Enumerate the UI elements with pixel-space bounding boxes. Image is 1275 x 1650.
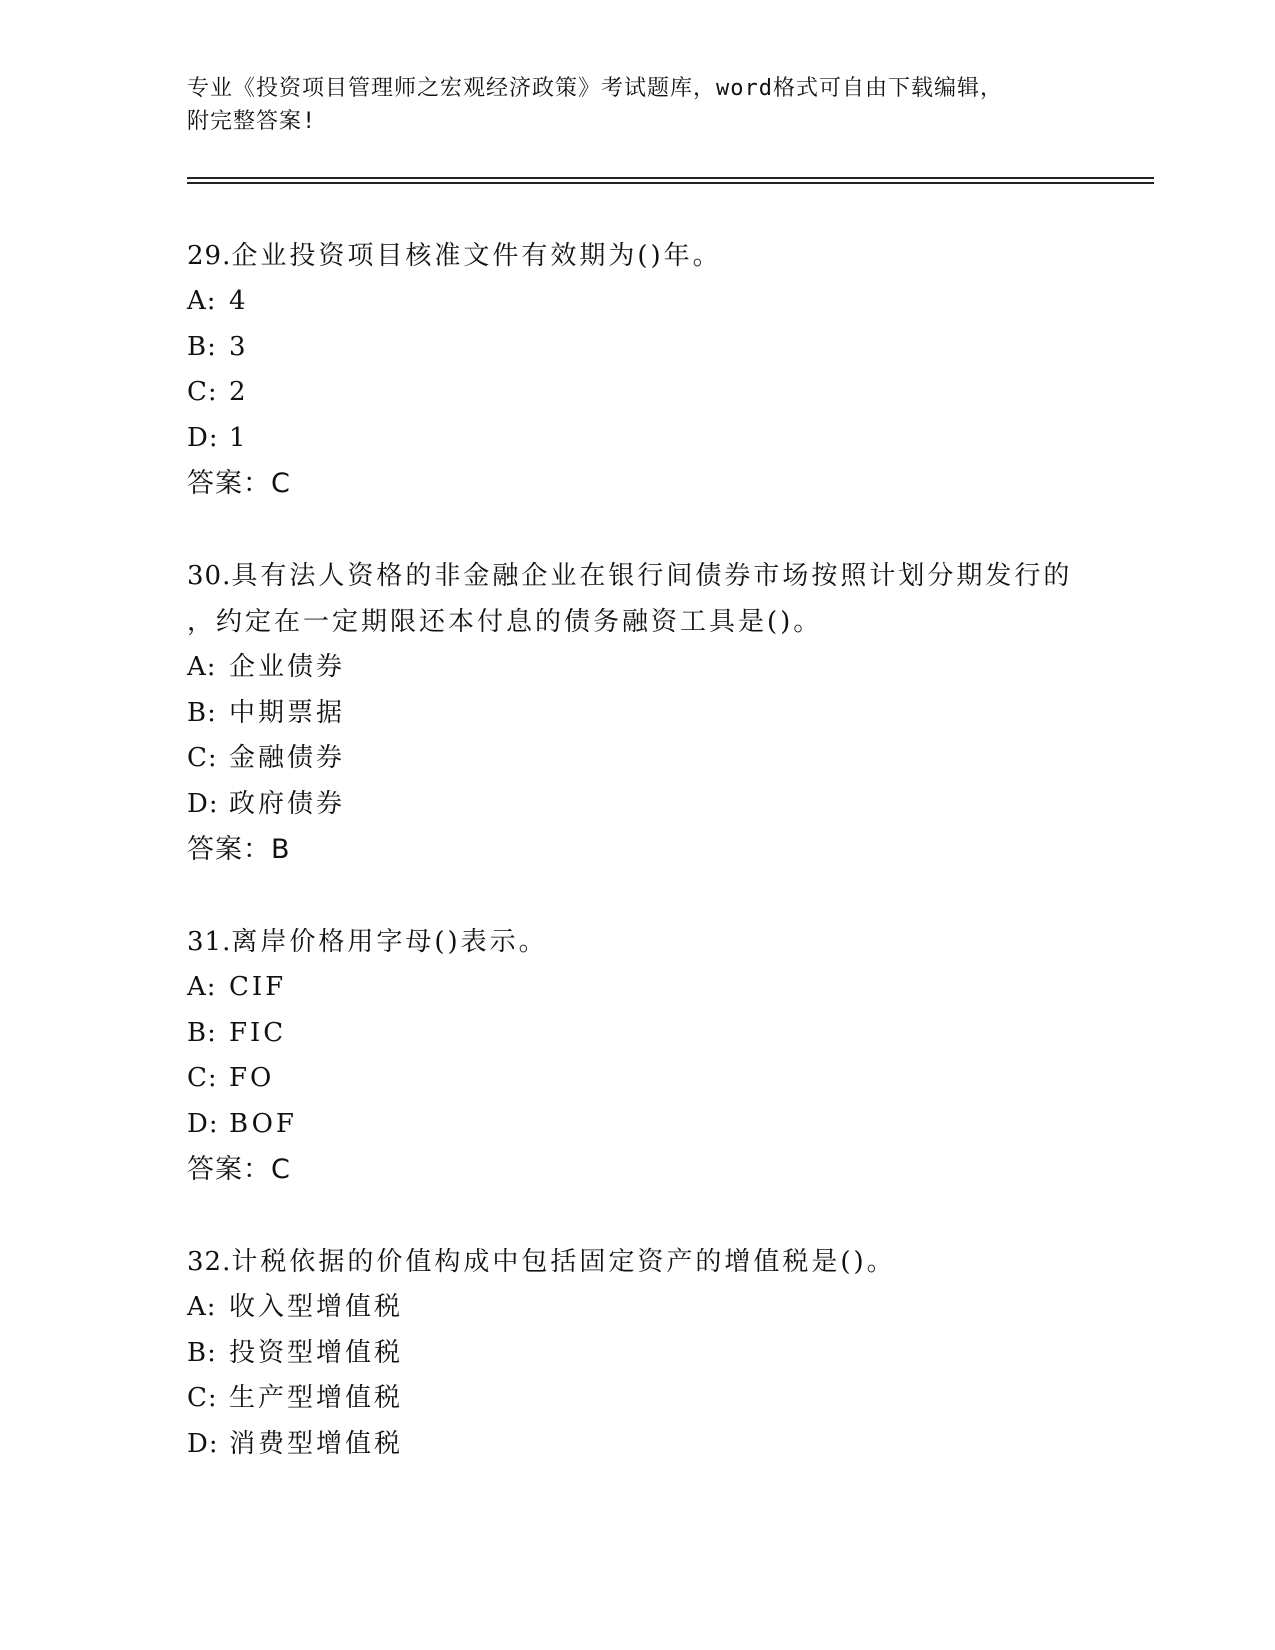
option-key: D: [187, 422, 219, 453]
option-text: 投资型增值税 [229, 1337, 404, 1368]
question-number: 30. [187, 561, 232, 591]
option-a [187, 1285, 1137, 1331]
option-text: 生产型增值税 [229, 1383, 404, 1413]
option-key: A: [187, 652, 217, 682]
option-d [187, 416, 1137, 462]
question-text [187, 553, 1137, 599]
question-text-continued: ，约定在一定期限还本付息的债务融资工具是()。 [187, 607, 823, 637]
option-text: FO [229, 1063, 275, 1093]
option-c [187, 1056, 1137, 1102]
option-key: C: [187, 377, 218, 407]
option-text: FIC [229, 1017, 287, 1048]
option-key: A: [187, 1292, 217, 1322]
option-text: CIF [229, 972, 287, 1002]
header-divider-top [187, 177, 1154, 179]
option-key: C: [187, 743, 218, 773]
question-number: 29. [187, 241, 232, 271]
option-text: 中期票据 [229, 697, 346, 728]
option-key: B: [187, 1337, 217, 1368]
option-d [187, 782, 1137, 828]
option-key: C: [187, 1383, 218, 1413]
question-31 [187, 919, 1137, 1193]
option-key: D: [187, 1428, 219, 1459]
option-text: 4 [229, 286, 249, 316]
option-a [187, 279, 1137, 325]
option-text: 企业债券 [229, 652, 346, 682]
question-30 [187, 553, 1137, 873]
option-key: B: [187, 1017, 217, 1048]
question-number: 32. [187, 1247, 232, 1277]
option-text: 1 [229, 422, 249, 453]
option-key: B: [187, 331, 217, 362]
header-line-1: 专业《投资项目管理师之宏观经济政策》考试题库，word格式可自由下载编辑， [187, 76, 1003, 101]
option-b [187, 325, 1137, 371]
option-key: D: [187, 788, 219, 819]
option-d [187, 1102, 1137, 1148]
question-32 [187, 1239, 1137, 1467]
option-d [187, 1422, 1137, 1468]
question-text [187, 919, 1137, 965]
option-text: 消费型增值税 [229, 1428, 404, 1459]
option-text: 2 [229, 377, 249, 407]
question-29 [187, 233, 1137, 507]
option-text: 政府债券 [229, 788, 346, 819]
option-b [187, 1331, 1137, 1377]
question-stem: 具有法人资格的非金融企业在银行间债券市场按照计划分期发行的 [231, 561, 1073, 591]
question-stem: 计税依据的价值构成中包括固定资产的增值税是()。 [231, 1247, 896, 1277]
option-text: BOF [229, 1108, 297, 1139]
answer-label: 答案：C [187, 468, 291, 499]
header-line-2: 附完整答案! [187, 109, 317, 134]
option-b [187, 1011, 1137, 1057]
question-stem: 离岸价格用字母()表示。 [231, 927, 548, 957]
question-text [187, 233, 1137, 279]
header-divider-bottom [187, 182, 1154, 184]
answer-label: 答案：B [187, 834, 291, 865]
option-a [187, 965, 1137, 1011]
option-key: A: [187, 972, 217, 1002]
option-text: 收入型增值税 [229, 1292, 404, 1322]
option-text: 3 [229, 331, 249, 362]
option-key: D: [187, 1108, 219, 1139]
question-number: 31. [187, 927, 232, 957]
option-a [187, 645, 1137, 691]
question-text [187, 1239, 1137, 1285]
option-key: B: [187, 697, 217, 728]
option-b [187, 691, 1137, 737]
question-list [187, 233, 1137, 1513]
document-header [187, 72, 1087, 138]
option-c [187, 1376, 1137, 1422]
question-stem: 企业投资项目核准文件有效期为()年。 [231, 241, 722, 271]
option-c [187, 370, 1137, 416]
option-text: 金融债券 [229, 743, 346, 773]
option-key: C: [187, 1063, 218, 1093]
option-key: A: [187, 286, 217, 316]
answer-label: 答案：C [187, 1154, 291, 1185]
option-c [187, 736, 1137, 782]
